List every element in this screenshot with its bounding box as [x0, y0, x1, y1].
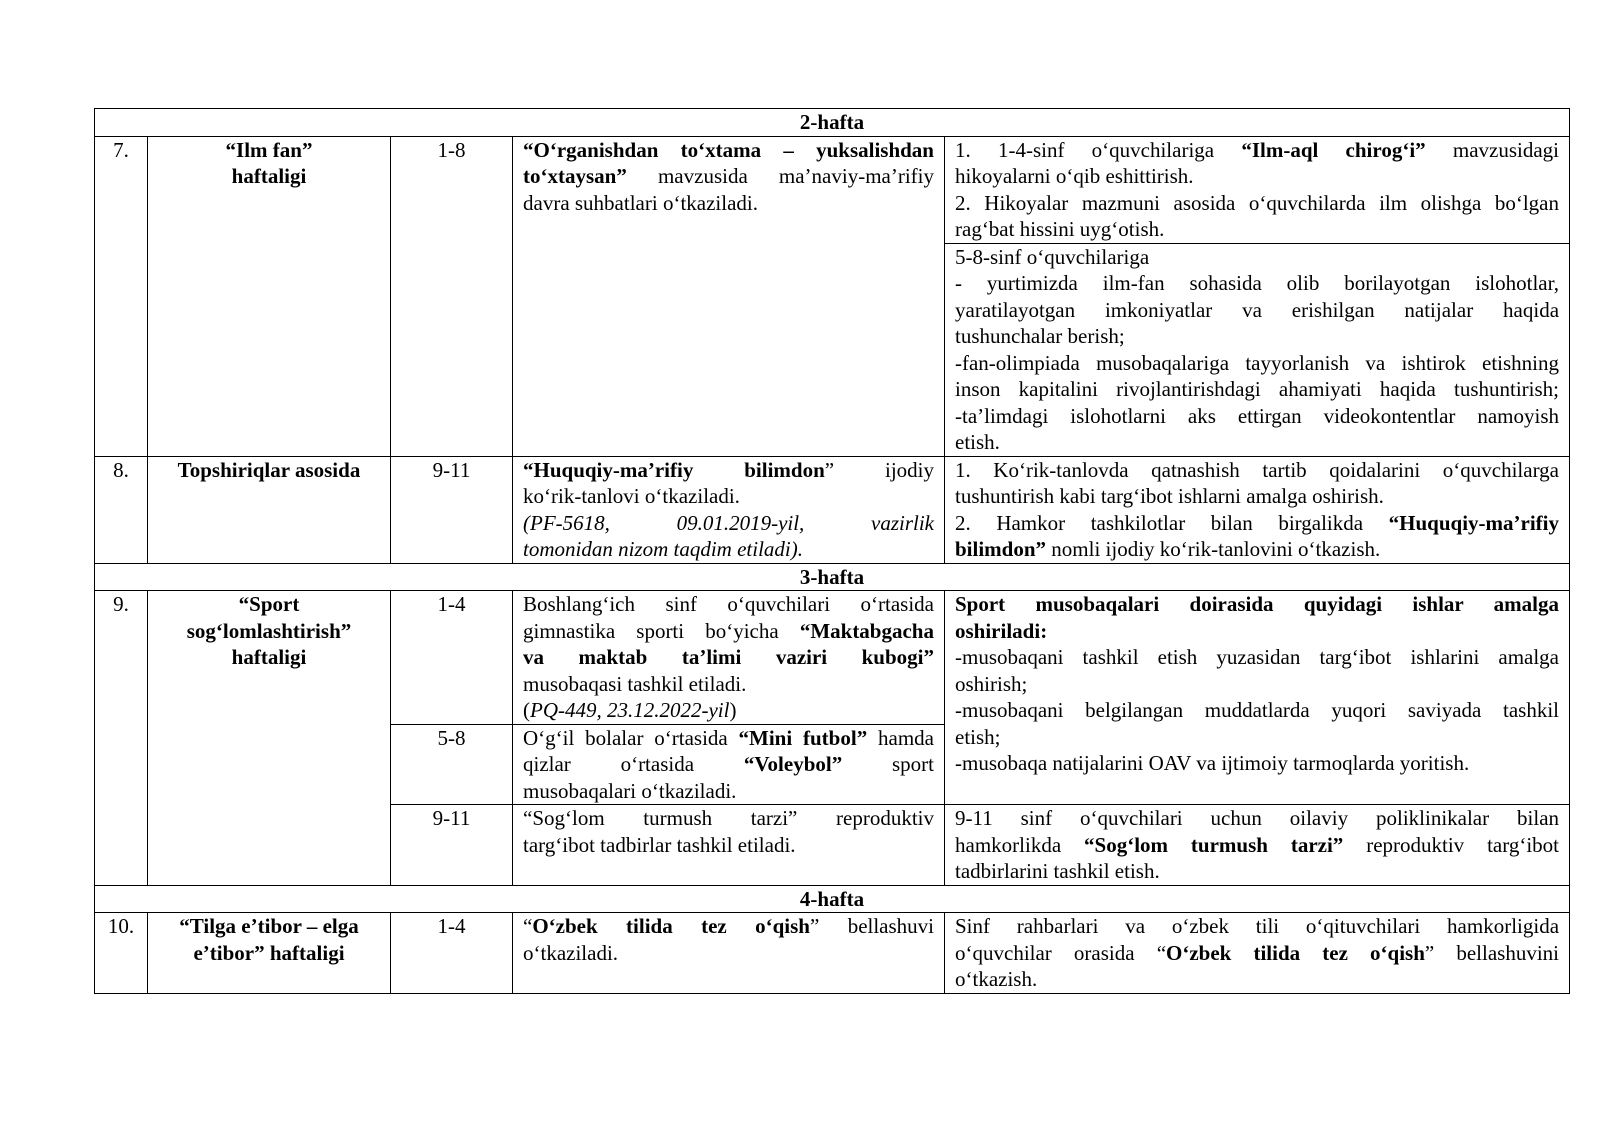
activity-description: 1. Ko‘rik-tanlovda qatnashish tartib qoidalarini o‘quvchilarga tushuntirish kabi targ‘ibot ishlarni amalga oshirish. 2. Hamkor tashkilotlar bilan birgalikda “Huquqiy-ma’rifiy bilimdon” nomli ijodiy ko‘rik-tanlovini o‘tkazish. [945, 456, 1570, 563]
row-number: 7. [95, 136, 148, 456]
table-row [95, 591, 1570, 725]
week-4-header: 4-hafta [95, 885, 1570, 913]
activity-description: 5-8-sinf o‘quvchilariga - yurtimizda ilm-fan sohasida olib borilayotgan islohotlar, yaratilayotgan imkoniyatlar va erishilgan natijalar haqida tushunchalar berish; -fan-olimpiada musobaqalariga tayyorlanish va ishtirok etishning inson kapitalini rivojlantirishdagi ahamiyati haqida tushuntirish; -ta’limdagi islohotlarni aks ettirgan videokontentlar namoyish etish. [945, 243, 1570, 456]
activity-description: 1. 1-4-sinf o‘quvchilariga “Ilm-aql chirog‘i” mavzusidagi hikoyalarni o‘qib eshittirish. 2. Hikoyalar mazmuni asosida o‘quvchilarda ilm olishga bo‘lgan rag‘bat hissini uyg‘otish. [945, 136, 1570, 243]
event-description: Boshlang‘ich sinf o‘quvchilari o‘rtasida gimnastika sporti bo‘yicha “Maktabgacha va maktab ta’limi vaziri kubogi” musobaqasi tashkil etiladi. (PQ-449, 23.12.2022-yil) [513, 591, 945, 725]
event-name: “Tilga e’tibor – elga e’tibor” haftaligi [148, 913, 391, 994]
activity-description: 9-11 sinf o‘quvchilari uchun oilaviy poliklinikalar bilan hamkorlikda “Sog‘lom turmush tarzi” reproduktiv targ‘ibot tadbirlarini tashkil etish. [945, 805, 1570, 886]
weekly-plan-table [94, 108, 1570, 994]
event-name: “Sport sog‘lomlashtirish” haftaligi [148, 591, 391, 886]
table-row [95, 136, 1570, 243]
week-3-header: 3-hafta [95, 563, 1570, 591]
grade-range: 9-11 [391, 456, 513, 563]
week-header-row [95, 563, 1570, 591]
table-row [95, 456, 1570, 563]
table-row [95, 913, 1570, 994]
event-description: O‘g‘il bolalar o‘rtasida “Mini futbol” hamda qizlar o‘rtasida “Voleybol” sport musobaqalari o‘tkaziladi. [513, 724, 945, 805]
grade-range: 1-8 [391, 136, 513, 456]
event-description: “Sog‘lom turmush tarzi” reproduktiv targ‘ibot tadbirlar tashkil etiladi. [513, 805, 945, 886]
event-description: “Huquqiy-ma’rifiy bilimdon” ijodiy ko‘rik-tanlovi o‘tkaziladi. (PF-5618, 09.01.2019-yil, vazirlik tomonidan nizom taqdim etiladi). [513, 456, 945, 563]
event-description: “O‘zbek tilida tez o‘qish” bellashuvi o‘tkaziladi. [513, 913, 945, 994]
grade-range: 1-4 [391, 913, 513, 994]
week-header-row [95, 885, 1570, 913]
row-number: 8. [95, 456, 148, 563]
event-name: Topshiriqlar asosida [148, 456, 391, 563]
activity-description: Sinf rahbarlari va o‘zbek tili o‘qituvchilari hamkorligida o‘quvchilar orasida “O‘zbek tilida tez o‘qish” bellashuvini o‘tkazish. [945, 913, 1570, 994]
week-2-header: 2-hafta [95, 109, 1570, 137]
grade-range: 1-4 [391, 591, 513, 725]
event-name: “Ilm fan” haftaligi [148, 136, 391, 456]
row-number: 10. [95, 913, 148, 994]
activity-description: Sport musobaqalari doirasida quyidagi ishlar amalga oshiriladi: -musobaqani tashkil etish yuzasidan targ‘ibot ishlarini amalga oshirish; -musobaqani belgilangan muddatlarda yuqori saviyada tashkil etish; -musobaqa natijalarini OAV va ijtimoiy tarmoqlarda yoritish. [945, 591, 1570, 805]
row-number: 9. [95, 591, 148, 886]
grade-range: 5-8 [391, 724, 513, 805]
grade-range: 9-11 [391, 805, 513, 886]
event-description: “O‘rganishdan to‘xtama – yuksalishdan to‘xtaysan” mavzusida ma’naviy-ma’rifiy davra suhbatlari o‘tkaziladi. [513, 136, 945, 456]
week-header-row [95, 109, 1570, 137]
